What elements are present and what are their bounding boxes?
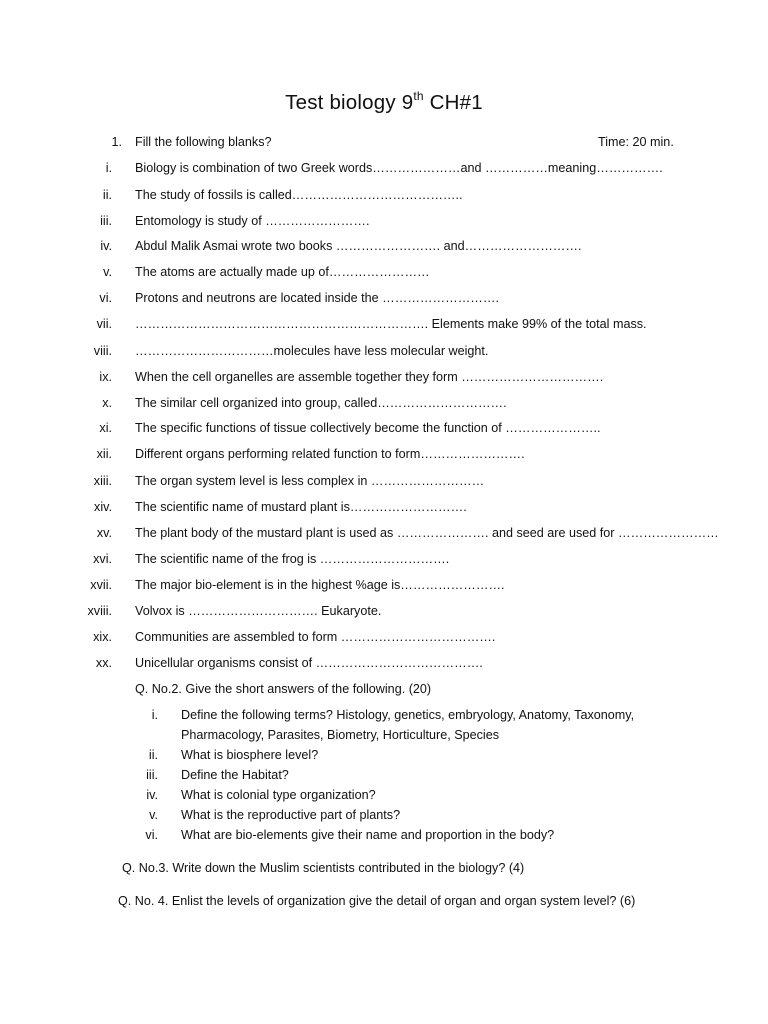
short-question-number: iv. <box>146 788 158 802</box>
short-question: Define the following terms? Histology, genetics, embryology, Anatomy, Taxonomy, Pharmacology, Parasites, Biometry, Horticulture, Species <box>181 708 635 742</box>
blank-item: The major bio-element is in the highest %age is……………………. <box>135 578 505 592</box>
blank-item: The atoms are actually made up of…………………… <box>135 265 430 279</box>
blank-number: viii. <box>93 344 112 358</box>
short-question: What are bio-elements give their name and proportion in the body? <box>181 828 555 842</box>
blank-item: Abdul Malik Asmai wrote two books ……………………. and………………………. <box>135 239 582 253</box>
blank-number: iv. <box>100 239 112 253</box>
blank-number: xvi. <box>93 552 112 566</box>
short-question: What is biosphere level? <box>181 748 319 762</box>
blank-item: The similar cell organized into group, called…………………………. <box>135 396 507 410</box>
blank-item: Entomology is study of ……………………. <box>135 214 370 228</box>
short-question-number: ii. <box>148 748 158 762</box>
blank-number: xvii. <box>90 578 112 592</box>
blank-item: Unicellular organisms consist of …………………………………. <box>135 656 483 670</box>
blank-number: vi. <box>99 291 112 305</box>
blank-number: xiv. <box>94 500 112 514</box>
short-question: What is the reproductive part of plants? <box>181 808 401 822</box>
page-title: Test biology 9th CH#1 <box>285 89 483 114</box>
q4-question: Q. No. 4. Enlist the levels of organization give the detail of organ and organ system level? (6) <box>118 894 636 908</box>
short-question-number: v. <box>149 808 158 822</box>
blank-number: i. <box>105 161 112 175</box>
q3-question: Q. No.3. Write down the Muslim scientists contributed in the biology? (4) <box>122 861 525 875</box>
blank-item: The scientific name of the frog is …………………………. <box>135 552 450 566</box>
blank-item: When the cell organelles are assemble together they form ……………………………. <box>135 370 604 384</box>
time-label: Time: 20 min. <box>598 135 674 149</box>
blank-number: xx. <box>95 656 112 670</box>
blank-item: The scientific name of mustard plant is………………………. <box>135 500 467 514</box>
blank-number: ii. <box>102 188 112 202</box>
short-question-number: vi. <box>145 828 158 842</box>
q1-number: 1. <box>111 135 122 149</box>
blank-number: xv. <box>96 526 112 540</box>
q2-heading: Q. No.2. Give the short answers of the following. (20) <box>135 682 432 696</box>
blank-item: The study of fossils is called………………………………….. <box>135 188 463 202</box>
blank-number: vii. <box>96 317 112 331</box>
blank-number: xi. <box>99 421 112 435</box>
blank-item: The plant body of the mustard plant is used as …………………. and seed are used for …………………… <box>135 526 719 540</box>
blank-number: xiii. <box>93 474 112 488</box>
blank-item: Communities are assembled to form ………………………………. <box>135 630 496 644</box>
blank-item: Protons and neutrons are located inside the ………………………. <box>135 291 499 305</box>
blank-number: v. <box>103 265 112 279</box>
blank-item: The specific functions of tissue collectively become the function of ………………….. <box>135 421 601 435</box>
short-question: Define the Habitat? <box>181 768 289 782</box>
blank-number: xix. <box>93 630 112 644</box>
blank-item: Different organs performing related function to form……………………. <box>135 447 525 461</box>
blank-number: xviii. <box>87 604 112 618</box>
blank-number: xii. <box>96 447 112 461</box>
blank-item: ……………………………………………………………. Elements make 99% of the total mass. <box>135 317 647 331</box>
blank-item: The organ system level is less complex in ……………………… <box>135 474 485 488</box>
blank-item: Biology is combination of two Greek words…………………and ……………meaning……………. <box>135 161 663 175</box>
short-question: What is colonial type organization? <box>181 788 376 802</box>
blank-number: x. <box>102 396 112 410</box>
blank-item: ……………………………molecules have less molecular weight. <box>135 344 489 358</box>
short-question-number: iii. <box>146 768 158 782</box>
q1-heading: Fill the following blanks? <box>135 135 272 149</box>
blank-number: ix. <box>99 370 112 384</box>
blank-item: Volvox is …………………………. Eukaryote. <box>135 604 382 618</box>
short-question-number: i. <box>151 708 158 722</box>
blank-number: iii. <box>100 214 112 228</box>
